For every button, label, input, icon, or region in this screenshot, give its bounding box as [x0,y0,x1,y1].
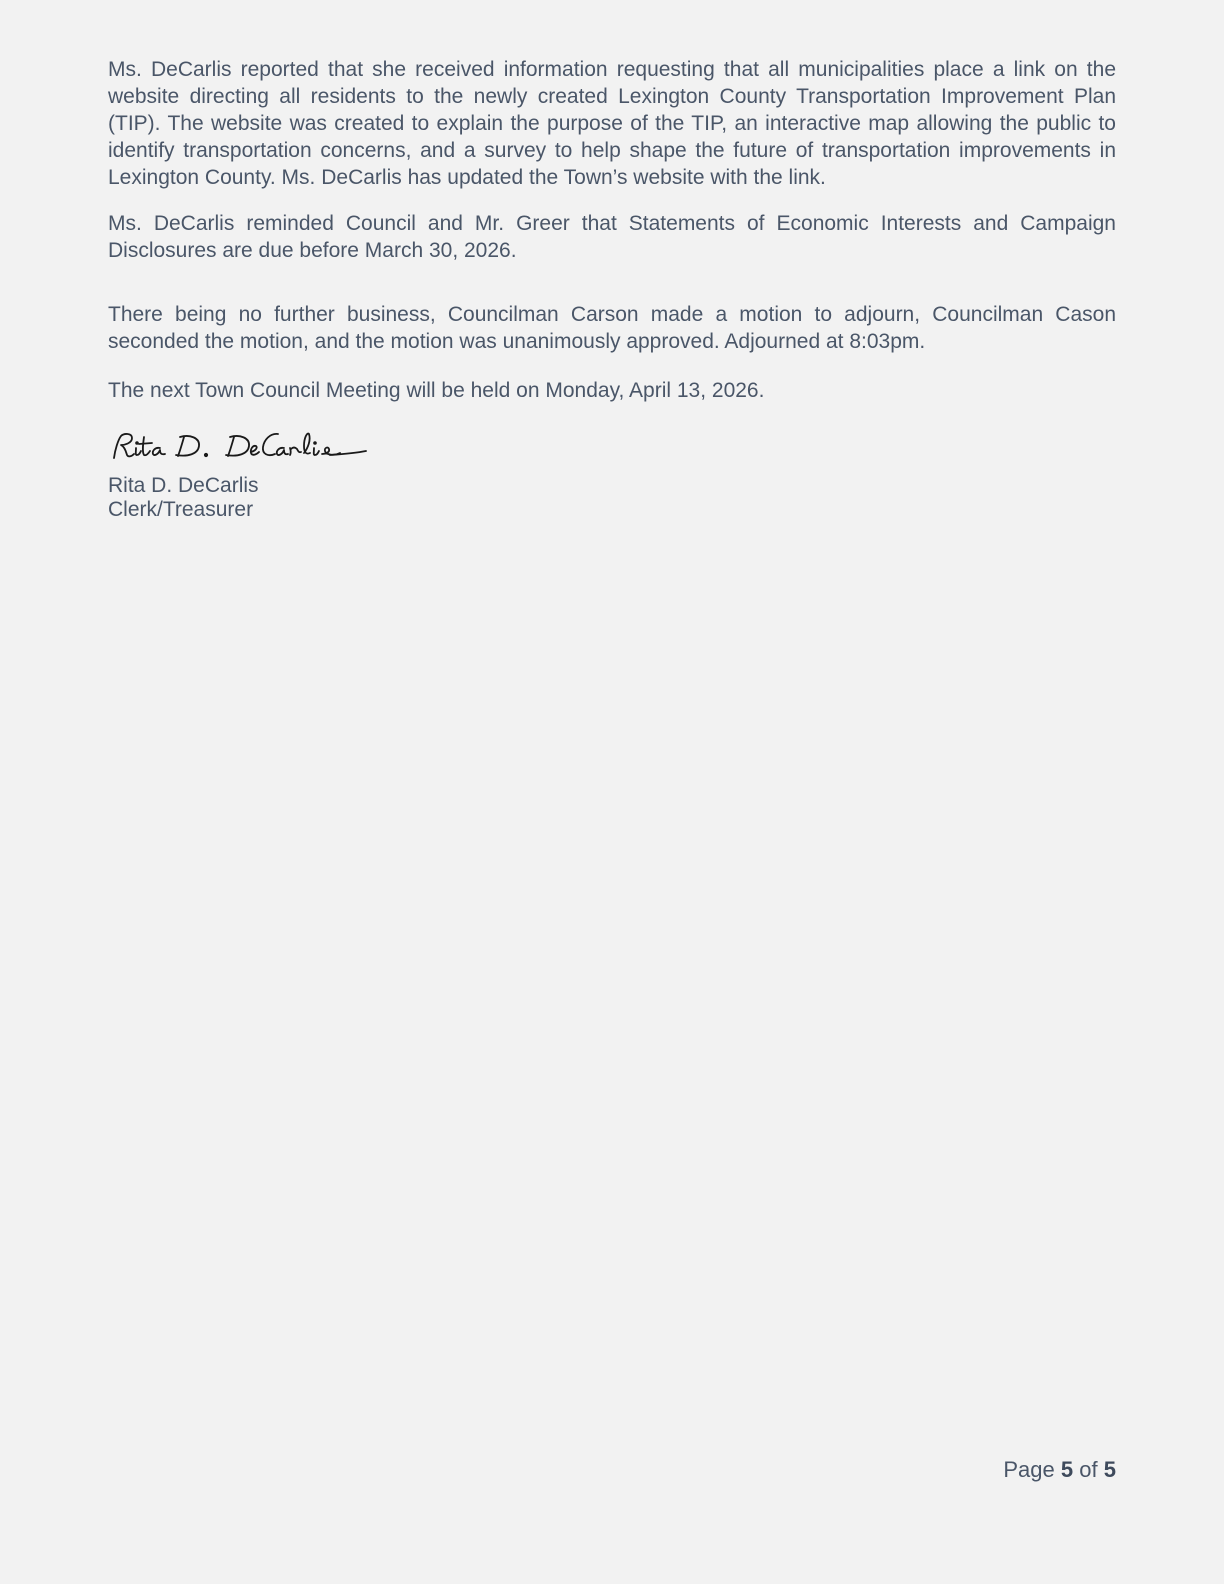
paragraph-adjournment: There being no further business, Councilman Carson made a motion to adjourn, Councilman Cason seconded the motion, and the motion was unanimously approved. Adjourned at 8:03pm. [108,303,1116,353]
page-number-footer [1003,1457,1116,1483]
document-body [108,56,1116,522]
page-word: Page [1003,1457,1055,1482]
handwritten-signature [108,428,370,474]
current-page-number: 5 [1060,1457,1074,1482]
signer-name: Rita D. DeCarlis [108,474,259,497]
paragraph-tip-link: Ms. DeCarlis reported that she received information requesting that all municipalities place a link on the website directing all residents to the newly created Lexington County Transportation Improvement Plan (TIP). The website was created to explain the purpose of the TIP, an interactive map allowing the public to identify transportation concerns, and a survey to help shape the future of transportation improvements in Lexington County. Ms. DeCarlis has updated the Town’s website with the link. [108,58,1116,189]
signature-block [108,428,1116,474]
of-word: of [1079,1457,1098,1482]
paragraph-next-meeting: The next Town Council Meeting will be held on Monday, April 13, 2026. [108,379,765,402]
paragraph-statements-reminder: Ms. DeCarlis reminded Council and Mr. Greer that Statements of Economic Interests and Campaign Disclosures are due before March 30, 2026. [108,212,1116,262]
total-pages-number: 5 [1103,1457,1116,1482]
signer-title: Clerk/Treasurer [108,498,254,521]
